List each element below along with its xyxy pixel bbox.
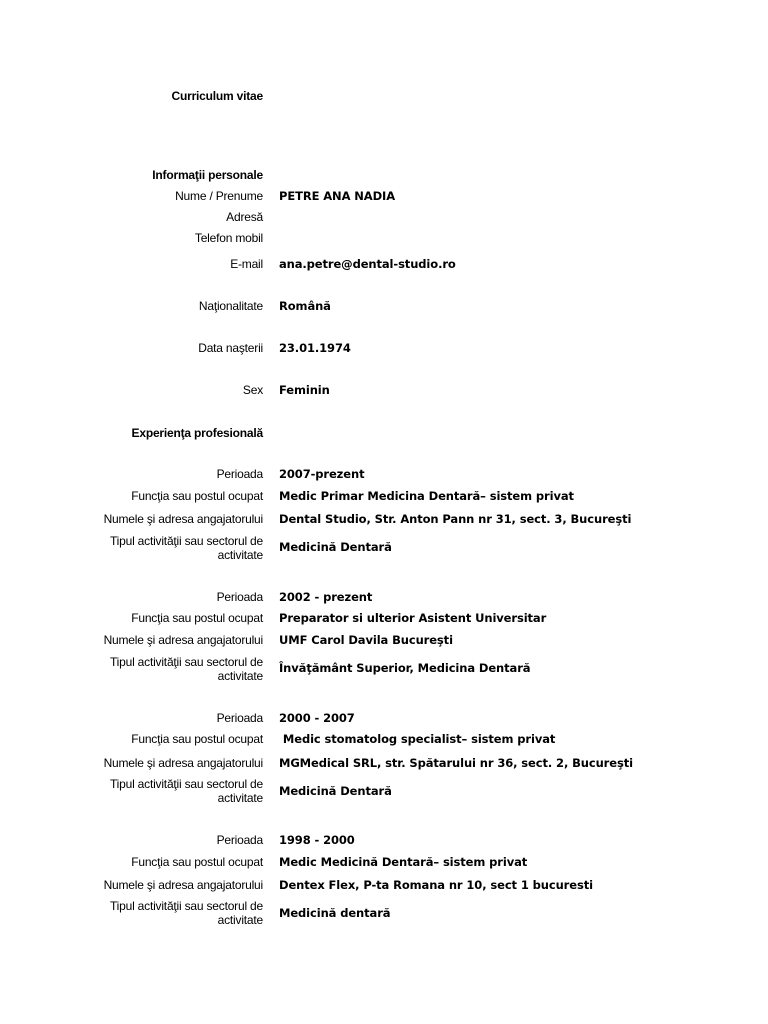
experience-heading: Experienţa profesională: [131, 426, 263, 440]
activity-value: Medicină Dentară: [279, 784, 392, 798]
activity-label: [73, 777, 263, 805]
nationality-value: Română: [279, 299, 331, 313]
period-value: 2000 - 2007: [279, 711, 355, 725]
personal-info-heading: Informaţii personale: [152, 168, 263, 182]
activity-label-line1: Tipul activităţii sau sectorul de: [109, 655, 263, 669]
email-label: E-mail: [230, 257, 263, 271]
period-value: 2007-prezent: [279, 467, 365, 481]
activity-label-line2: activitate: [217, 548, 263, 562]
activity-label-line2: activitate: [217, 669, 263, 683]
activity-value: Medicină dentară: [279, 906, 391, 920]
function-label: Funcţia sau postul ocupat: [131, 489, 263, 503]
period-value: 1998 - 2000: [279, 833, 355, 847]
activity-value: Învăţământ Superior, Medicina Dentară: [279, 661, 531, 675]
activity-value: Medicină Dentară: [279, 540, 392, 554]
function-label: Funcţia sau postul ocupat: [131, 855, 263, 869]
name-value: PETRE ANA NADIA: [279, 189, 396, 203]
function-value: Preparator si ulterior Asistent Universitar: [279, 611, 547, 625]
function-label: Funcţia sau postul ocupat: [131, 732, 263, 746]
function-label: Funcţia sau postul ocupat: [131, 611, 263, 625]
birth-date-value: 23.01.1974: [279, 341, 351, 355]
employer-value: Dental Studio, Str. Anton Pann nr 31, sect. 3, Bucureşti: [279, 512, 632, 526]
address-label: Adresă: [226, 210, 263, 224]
email-value: ana.petre@dental-studio.ro: [279, 257, 456, 271]
period-value: 2002 - prezent: [279, 590, 373, 604]
activity-label-line1: Tipul activităţii sau sectorul de: [109, 777, 263, 791]
activity-label-line2: activitate: [217, 791, 263, 805]
period-label: Perioada: [216, 711, 263, 725]
activity-label-line1: Tipul activităţii sau sectorul de: [109, 534, 263, 548]
activity-label: [73, 655, 263, 683]
period-label: Perioada: [216, 590, 263, 604]
function-value: Medic Medicină Dentară– sistem privat: [279, 855, 528, 869]
employer-value: Dentex Flex, P-ta Romana nr 10, sect 1 bucuresti: [279, 878, 593, 892]
activity-label: [73, 899, 263, 927]
employer-label: Numele şi adresa angajatorului: [103, 878, 263, 892]
employer-label: Numele şi adresa angajatorului: [103, 512, 263, 526]
birth-date-label: Data naşterii: [198, 341, 263, 355]
employer-value: MGMedical SRL, str. Spătarului nr 36, sect. 2, Bucureşti: [279, 756, 633, 770]
employer-label: Numele şi adresa angajatorului: [103, 756, 263, 770]
period-label: Perioada: [216, 467, 263, 481]
activity-label: [73, 534, 263, 562]
function-value: Medic Primar Medicina Dentară– sistem privat: [279, 489, 574, 503]
cv-title: Curriculum vitae: [171, 89, 263, 103]
activity-label-line2: activitate: [217, 913, 263, 927]
employer-value: UMF Carol Davila Bucureşti: [279, 633, 453, 647]
nationality-label: Naţionalitate: [198, 299, 263, 313]
function-value: Medic stomatolog specialist– sistem privat: [279, 732, 556, 746]
name-label: Nume / Prenume: [175, 189, 263, 203]
sex-label: Sex: [242, 383, 263, 397]
period-label: Perioada: [216, 833, 263, 847]
phone-label: Telefon mobil: [194, 231, 263, 245]
sex-value: Feminin: [279, 383, 330, 397]
activity-label-line1: Tipul activităţii sau sectorul de: [109, 899, 263, 913]
employer-label: Numele şi adresa angajatorului: [103, 633, 263, 647]
